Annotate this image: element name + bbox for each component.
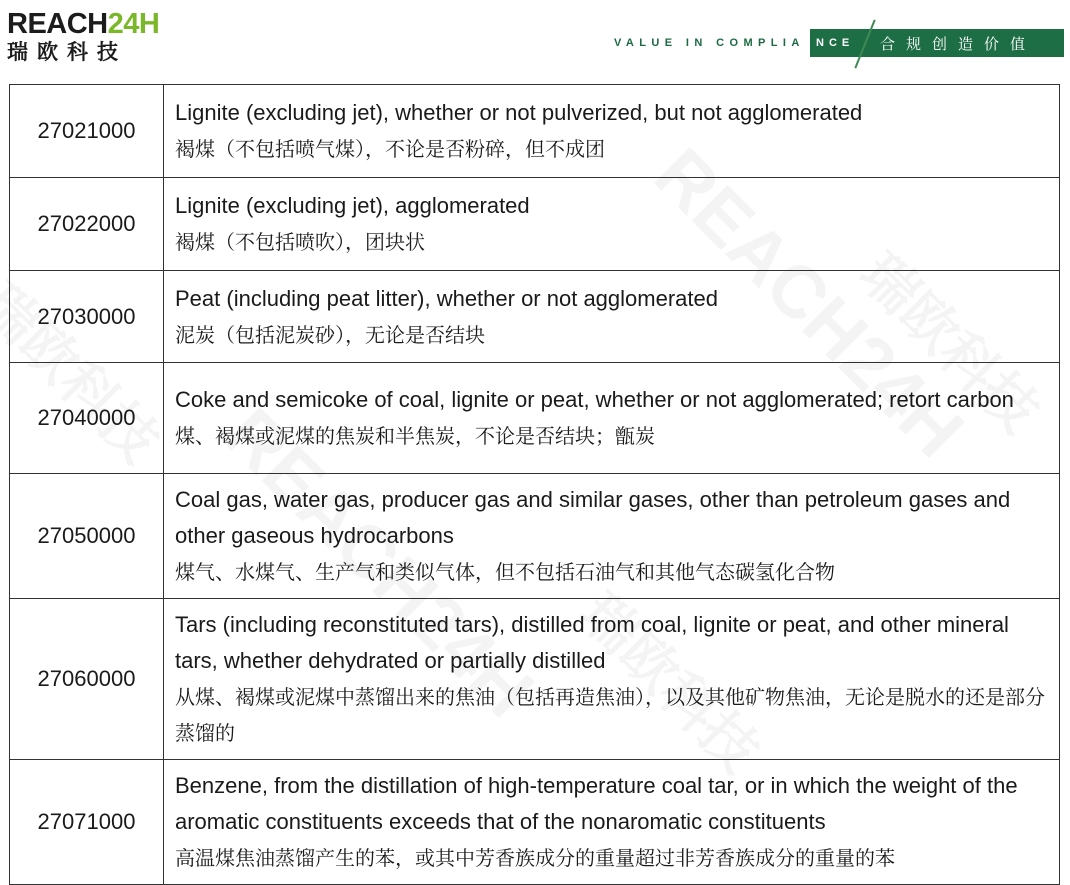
- description-cell: [164, 599, 1060, 760]
- table-row: [10, 760, 1060, 885]
- description-cell: [164, 178, 1060, 271]
- description-cn: 泥炭（包括泥炭砂），无论是否结块: [175, 322, 485, 347]
- hs-code-cell: 27050000: [10, 474, 164, 599]
- table-row: [10, 363, 1060, 474]
- hs-code-cell: 27040000: [10, 363, 164, 474]
- logo-wordmark-prefix: REACH: [7, 8, 108, 40]
- description-en: Lignite (excluding jet), agglomerated: [175, 193, 530, 218]
- logo-wordmark: [7, 10, 159, 39]
- tagline-chinese: 合规创造价值: [880, 35, 1037, 53]
- hs-code-table: [9, 84, 1060, 885]
- description-en: Coke and semicoke of coal, lignite or peat, whether or not agglomerated; retort carbon: [175, 387, 1014, 412]
- description-en: Lignite (excluding jet), whether or not pulverized, but not agglomerated: [175, 100, 863, 125]
- description-en: Benzene, from the distillation of high-temperature coal tar, or in which the weight of the aromatic constituents exceeds that of the nonaromatic constituents: [175, 773, 1018, 834]
- description-cn: 煤、褐煤或泥煤的焦炭和半焦炭，不论是否结块；甑炭: [175, 424, 655, 448]
- table-row: [10, 178, 1060, 271]
- table-row: [10, 271, 1060, 363]
- table-row: [10, 85, 1060, 178]
- table-row: [10, 474, 1060, 599]
- hs-code-cell: 27022000: [10, 178, 164, 271]
- description-cell: [164, 85, 1060, 178]
- logo-chinese-name: 瑞欧科技: [7, 40, 127, 64]
- description-cn: 煤气、水煤气、生产气和类似气体，但不包括石油气和其他气态碳氢化合物: [175, 560, 835, 584]
- description-cn: 褐煤（不包括喷吹），团块状: [175, 230, 425, 254]
- description-cell: [164, 760, 1060, 885]
- reach24h-logo: [7, 10, 159, 64]
- description-cell: [164, 271, 1060, 363]
- description-en: Coal gas, water gas, producer gas and similar gases, other than petroleum gases and other gaseous hydrocarbons: [175, 487, 1011, 548]
- table-row: [10, 599, 1060, 760]
- description-cn: 高温煤焦油蒸馏产生的苯，或其中芳香族成分的重量超过非芳香族成分的重量的苯: [175, 846, 895, 870]
- page-header: [0, 0, 1070, 84]
- hs-code-cell: 27071000: [10, 760, 164, 885]
- description-cell: [164, 474, 1060, 599]
- tagline-bar-text: NCE: [816, 37, 855, 49]
- tagline-text: VALUE IN COMPLIA: [614, 37, 805, 49]
- description-cn: 褐煤（不包括喷气煤），不论是否粉碎，但不成团: [175, 137, 605, 161]
- description-en: Tars (including reconstituted tars), distilled from coal, lignite or peat, and other mineral tars, whether dehydrated or partially distilled: [175, 612, 1009, 673]
- logo-wordmark-suffix: 24H: [107, 8, 160, 40]
- hs-code-cell: 27030000: [10, 271, 164, 363]
- description-cell: [164, 363, 1060, 474]
- hs-code-cell: 27021000: [10, 85, 164, 178]
- description-cn: 从煤、褐煤或泥煤中蒸馏出来的焦油（包括再造焦油），以及其他矿物焦油，无论是脱水的还是部分蒸馏的: [175, 685, 1045, 745]
- tagline-bar: [810, 29, 1064, 57]
- hs-code-cell: 27060000: [10, 599, 164, 760]
- description-en: Peat (including peat litter), whether or not agglomerated: [175, 285, 718, 311]
